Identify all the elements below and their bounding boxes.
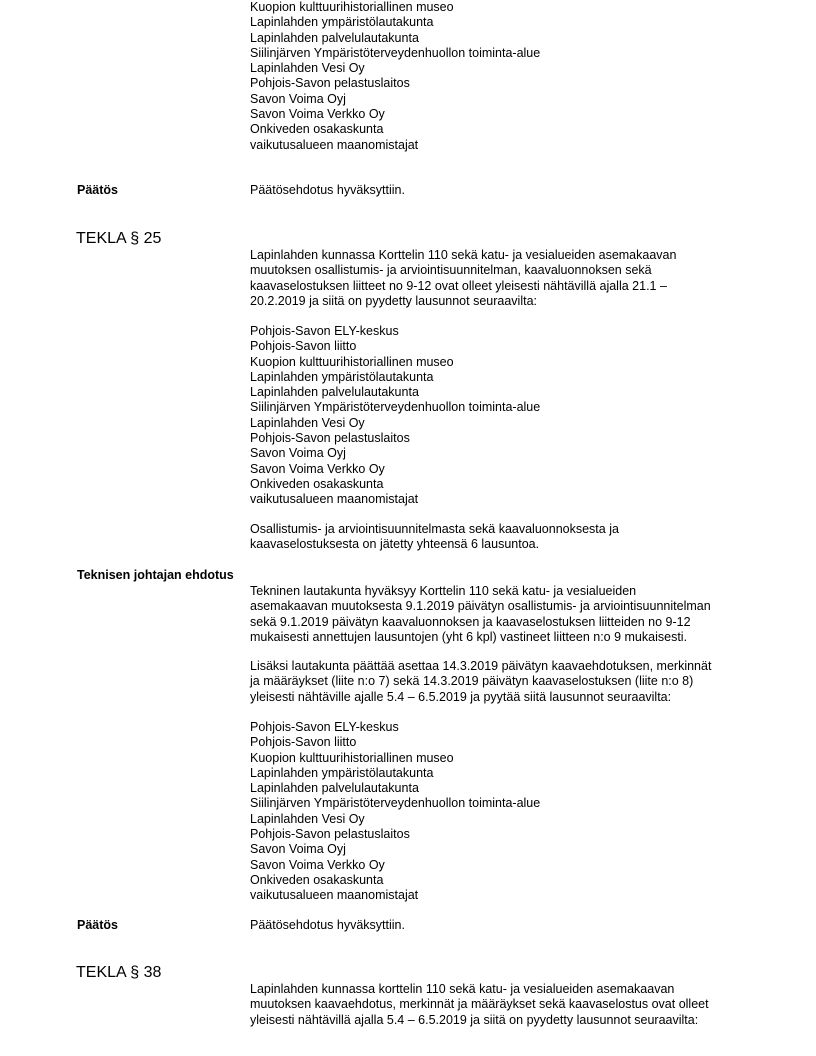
paragraph-line: Lisäksi lautakunta päättää asettaa 14.3.2019 päivätyn kaavaehdotuksen, merkinnät [250,659,712,673]
list-item: Lapinlahden ympäristölautakunta [250,15,434,30]
list-item: Lapinlahden palvelulautakunta [250,385,419,400]
tekla-25-intro [250,248,750,309]
tekla-38-intro [250,982,750,1028]
section-heading-tekla-25: TEKLA § 25 [76,230,162,247]
list-item: Savon Voima Oyj [250,842,346,857]
list-item: Pohjois-Savon ELY-keskus [250,720,399,734]
list-item: Pohjois-Savon pelastuslaitos [250,76,410,91]
proposal-paragraph-1 [250,584,750,645]
list-item: Lapinlahden Vesi Oy [250,811,365,826]
list-item: Savon Voima Verkko Oy [250,857,385,872]
decision-label: Päätös [77,183,118,197]
paragraph-line: Lapinlahden kunnassa Korttelin 110 sekä katu- ja vesialueiden asemakaavan [250,248,677,262]
paragraph-line: kaavaselostuksen liitteet no 9-12 ovat olleet yleisesti nähtävillä ajalla 21.1 – [250,278,667,293]
paragraph-line: Lapinlahden kunnassa korttelin 110 sekä katu- ja vesialueiden asemakaavan [250,982,675,996]
list-item: Onkiveden osakaskunta [250,476,384,491]
list-item: Siilinjärven Ympäristöterveydenhuollon toiminta-alue [250,796,541,811]
list-item: Pohjois-Savon liitto [250,735,357,750]
list-item: Savon Voima Oyj [250,446,346,461]
list-item: Lapinlahden ympäristölautakunta [250,369,434,384]
proposal-label: Teknisen johtajan ehdotus [77,568,234,582]
top-recipient-list [250,0,750,153]
list-item: Savon Voima Verkko Oy [250,461,385,476]
list-item: Onkiveden osakaskunta [250,872,384,887]
paragraph-line: mukaisesti annettujen lausuntojen (yht 6 kpl) vastineet liitteen n:o 9 mukaisesti. [250,629,688,644]
paragraph-line: asemakaavan muutoksesta 9.1.2019 päivätyn osallistumis- ja arviointisuunnitelman [250,599,711,614]
paragraph-line: kaavaselostuksesta on jätetty yhteensä 6 lausuntoa. [250,537,540,552]
list-item: Siilinjärven Ympäristöterveydenhuollon toiminta-alue [250,400,541,415]
list-item: Pohjois-Savon pelastuslaitos [250,827,410,842]
proposal-recipient-list [250,720,750,904]
decision-label: Päätös [77,918,118,932]
section-heading-tekla-38: TEKLA § 38 [76,964,162,981]
list-item: Lapinlahden Vesi Oy [250,61,365,76]
tekla-25-summary [250,522,750,553]
list-item: Kuopion kulttuurihistoriallinen museo [250,750,454,765]
paragraph-line: yleisesti nähtävillä ajalla 5.4 – 6.5.2019 ja siitä on pyydetty lausunnot seuraavilta: [250,1012,699,1027]
decision-text [250,183,750,198]
list-item: Savon Voima Verkko Oy [250,107,385,122]
list-item: vaikutusalueen maanomistajat [250,137,419,152]
list-item: Lapinlahden Vesi Oy [250,415,365,430]
list-item: Savon Voima Oyj [250,91,346,106]
list-item: Lapinlahden ympäristölautakunta [250,765,434,780]
paragraph-line: muutoksen osallistumis- ja arviointisuunnitelman, kaavaluonnoksen sekä [250,263,652,278]
paragraph-line: sekä 9.1.2019 päivätyn kaavaluonnoksen ja kaavaselostuksen liitteiden no 9-12 [250,614,691,629]
list-item: Pohjois-Savon pelastuslaitos [250,431,410,446]
paragraph-line: ja määräykset (liite n:o 7) sekä 14.3.2019 päivätyn kaavaselostuksen (liite n:o 8) [250,674,694,689]
paragraph-line: Osallistumis- ja arviointisuunnitelmasta sekä kaavaluonnoksesta ja [250,522,619,536]
list-item: Pohjois-Savon ELY-keskus [250,324,399,338]
list-item: Onkiveden osakaskunta [250,122,384,137]
paragraph-line: muutoksen kaavaehdotus, merkinnät ja määräykset sekä kaavaselostus ovat olleet [250,997,709,1012]
decision-text-line: Päätösehdotus hyväksyttiin. [250,183,405,197]
list-item: Pohjois-Savon liitto [250,339,357,354]
list-item: Kuopion kulttuurihistoriallinen museo [250,0,454,14]
list-item: Lapinlahden palvelulautakunta [250,781,419,796]
list-item: Siilinjärven Ympäristöterveydenhuollon toiminta-alue [250,45,541,60]
list-item: vaikutusalueen maanomistajat [250,888,419,903]
list-item: Kuopion kulttuurihistoriallinen museo [250,354,454,369]
decision-text-line: Päätösehdotus hyväksyttiin. [250,918,405,932]
list-item: vaikutusalueen maanomistajat [250,492,419,507]
decision-text [250,918,750,933]
paragraph-line: Tekninen lautakunta hyväksyy Korttelin 110 sekä katu- ja vesialueiden [250,584,637,598]
paragraph-line: 20.2.2019 ja siitä on pyydetty lausunnot seuraavilta: [250,293,537,308]
tekla-25-recipient-list [250,324,750,508]
proposal-paragraph-2 [250,659,750,705]
list-item: Lapinlahden palvelulautakunta [250,30,419,45]
paragraph-line: yleisesti nähtäville ajalle 5.4 – 6.5.2019 ja pyytää siitä lausunnot seuraavilta: [250,689,672,704]
